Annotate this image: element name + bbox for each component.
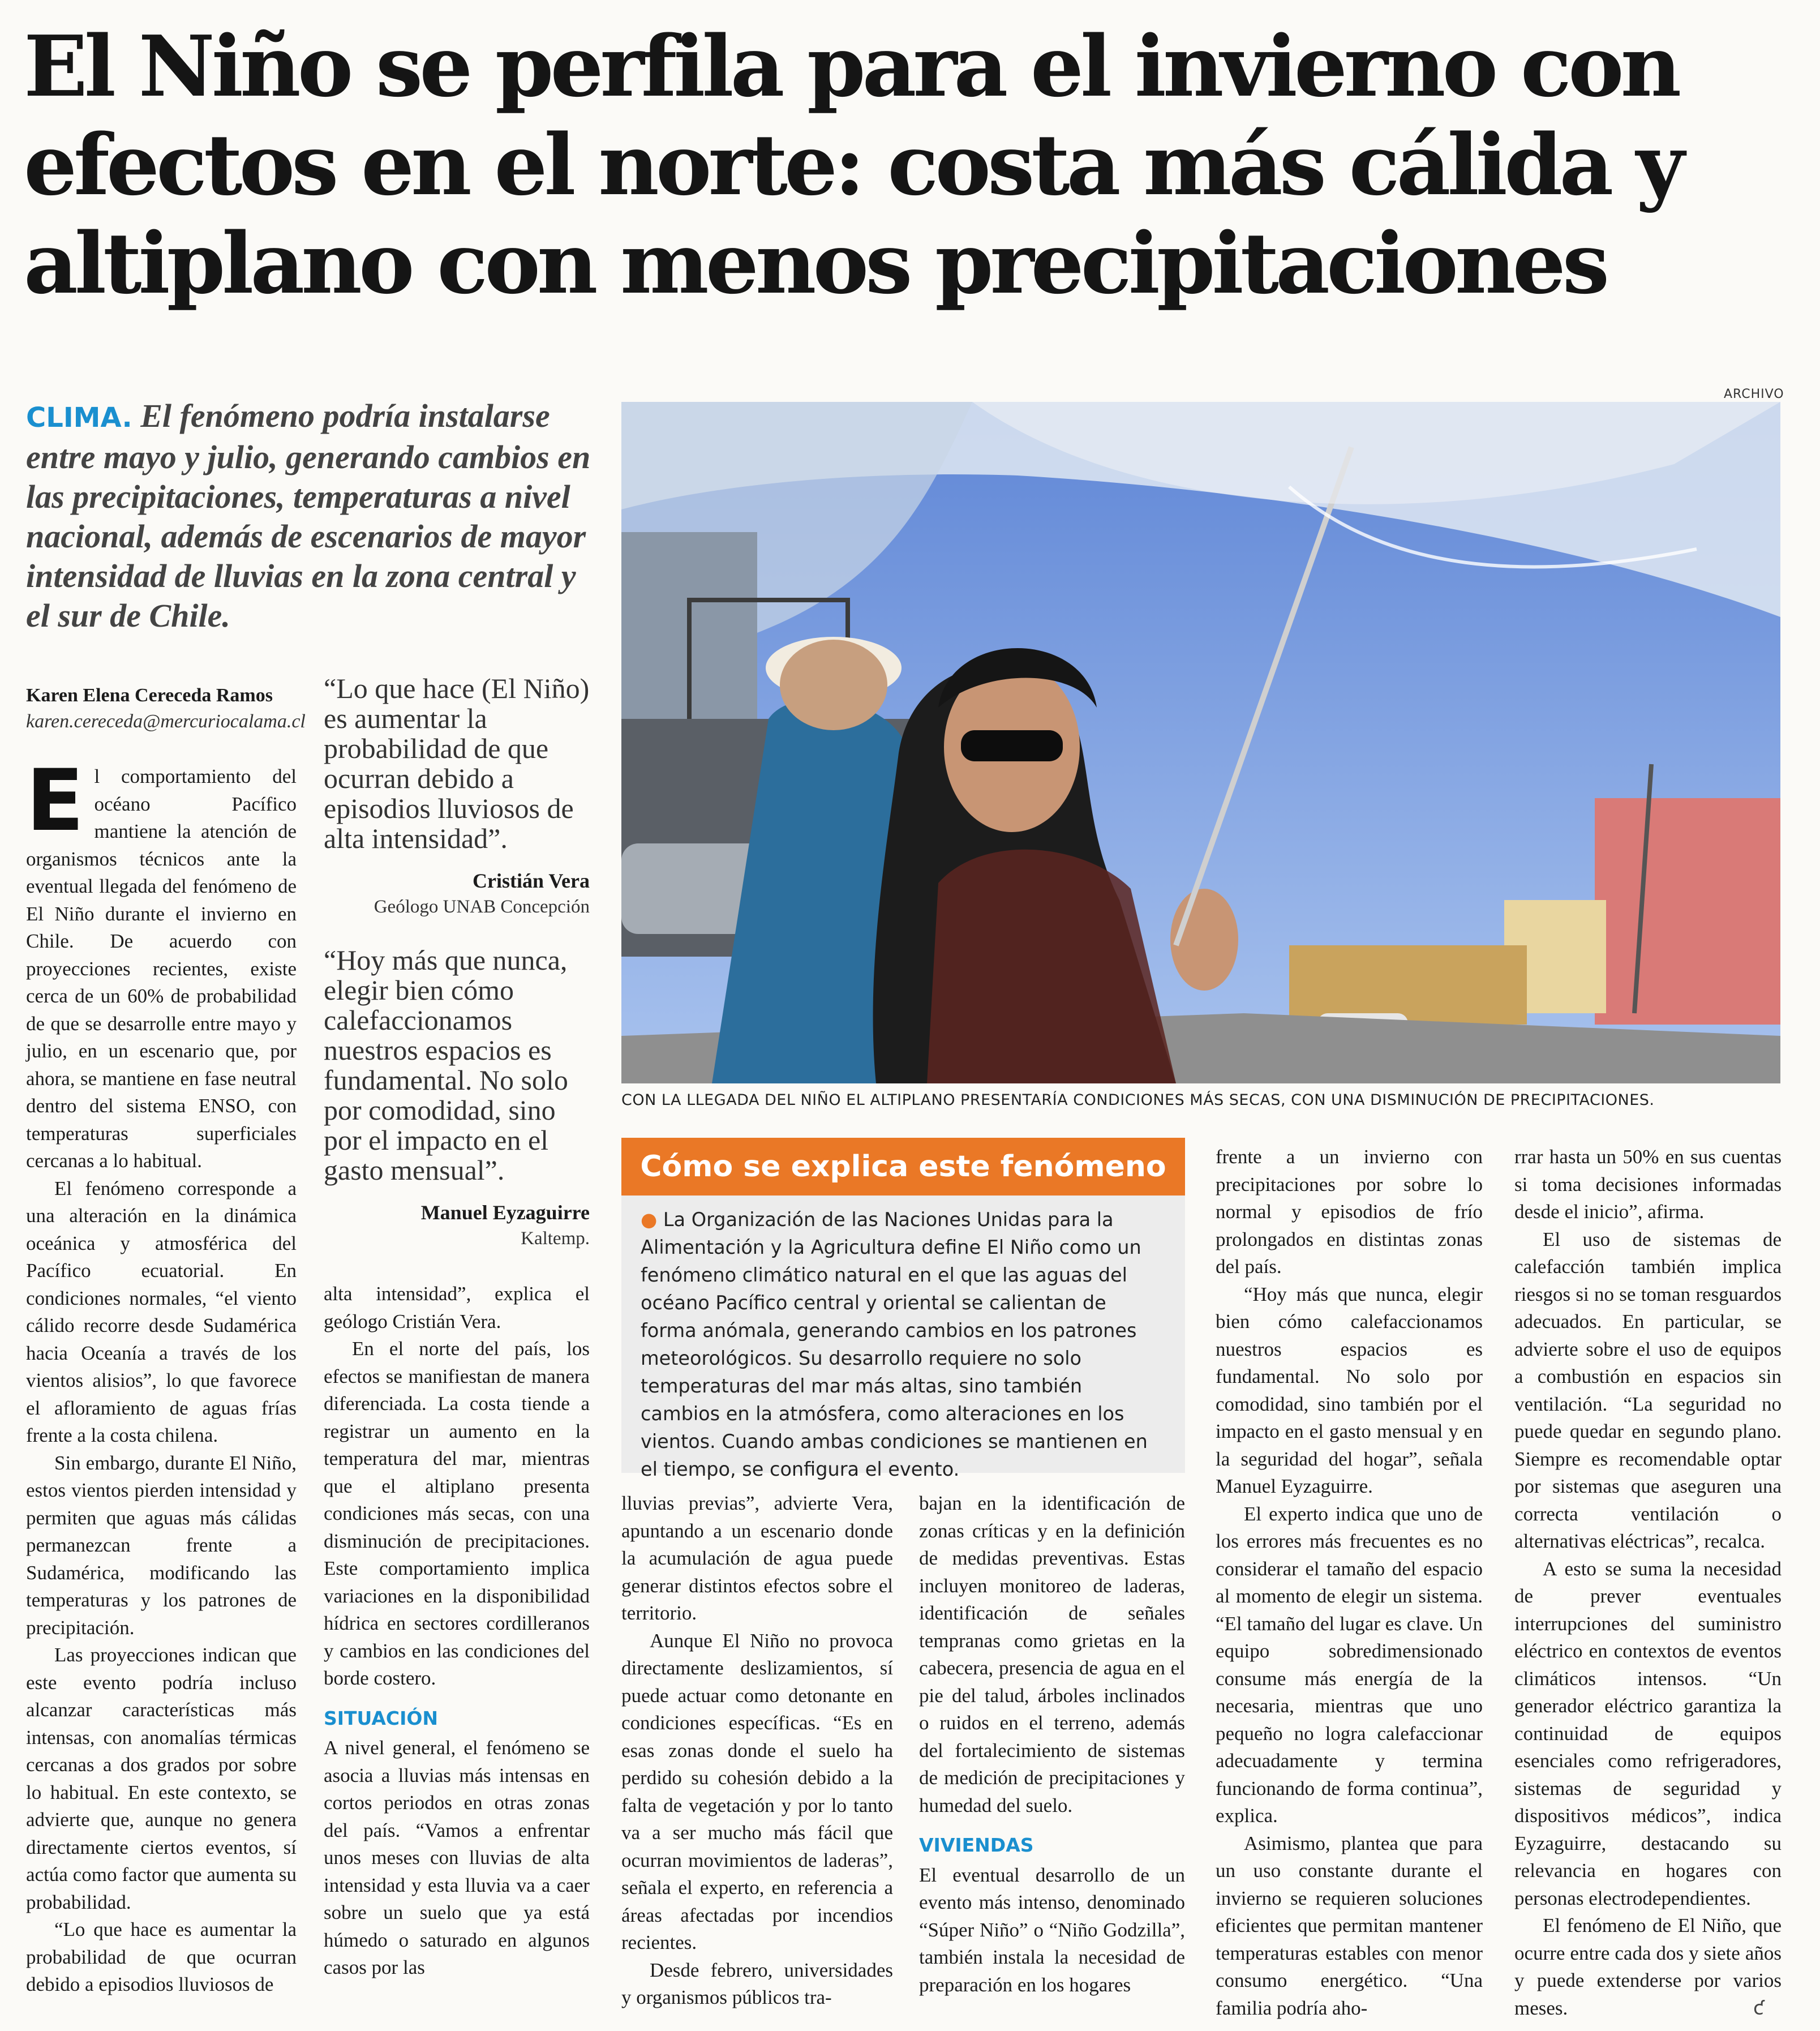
photo-caption: CON LA LLEGADA DEL NIÑO EL ALTIPLANO PRESENTARÍA CONDICIONES MÁS SECAS, CON UNA DISMINUCIÓN DE PRECIPITACIONES. [621, 1091, 1655, 1109]
paragraph: Desde febrero, universidades y organismos públicos tra- [621, 1959, 893, 2008]
paragraph: “Hoy más que nunca, elegir bien cómo calefaccionamos nuestros espacios es fundamental. No solo por comodidad, sino también por el impacto en el gasto mensual y en la seguridad del hogar”, señala Manuel Eyzaguirre. [1216, 1283, 1483, 1497]
paragraph: El comportamiento del océano Pacífico mantiene la atención de organismos técnicos ante la eventual llegada del fenómeno de El Niño durante el invierno en Chile. De acuerdo con proyecciones recientes, existe cerca de un 60% de probabilidad de que se desarrolle entre mayo y julio, en un escenario que, por ahora, se mantiene en fase neutral dentro del sistema ENSO, con temperaturas superficiales cercanas a lo habitual. [26, 752, 297, 1172]
quote-author: Cristián Vera [473, 869, 590, 892]
paragraph: El uso de sistemas de calefacción también implica riesgos si no se toman resguardos adecuados. En particular, se advierte sobre el uso de equipos a combustión en espacios sin ventilación. “La seguridad no puede quedar en segundo plano. Siempre es recomendable optar por sistemas que aseguren una correcta ventilación o alternativas eléctricas”, recalca. [1514, 1228, 1782, 1552]
author-email: karen.cereceda@mercuriocalama.cl [26, 711, 306, 732]
paragraph: lluvias previas”, advierte Vera, apuntando a un escenario donde la acumulación de agua puede generar distintos efectos sobre el territorio. [621, 1492, 893, 1624]
explainer-body [621, 1196, 1185, 1483]
paragraph: Las proyecciones indican que este evento podría incluso alcanzar características más intensas, con anomalías térmicas cercanas a dos grados por sobre lo habitual. En este contexto, se advierte que, aunque no genera directamente ciertos eventos, sí actúa como factor que aumenta su probabilidad. [26, 1644, 297, 1913]
paragraph: El fenómeno de El Niño, que ocurre entre cada dos y siete años y puede extenderse por varios meses. [1514, 1914, 1782, 2019]
column-3 [621, 1490, 893, 2012]
subheading-situacion: SITUACIÓN [324, 1707, 439, 1729]
paragraph: A esto se suma la necesidad de prever eventuales interrupciones del suministro eléctrico en contextos de eventos climáticos intensos. “Un generador eléctrico garantiza la continuidad de equipos esenciales como refrigeradores, sistemas de seguridad y dispositivos médicos”, indica Eyzaguirre, destacando su relevancia en hogares con personas electrodependientes. [1514, 1557, 1782, 1909]
quote-role: Kaltemp. [521, 1228, 590, 1249]
quote-author: Manuel Eyzaguirre [420, 1201, 590, 1224]
pull-quote-1 [324, 674, 590, 919]
paragraph: El eventual desarrollo de un evento más intenso, denominado “Súper Niño” o “Niño Godzilla”, también instala la necesidad de preparación en los hogares [919, 1863, 1185, 1996]
explainer-title: Cómo se explica este fenómeno [621, 1138, 1185, 1196]
quote-role: Geólogo UNAB Concepción [374, 897, 590, 917]
column-1 [26, 752, 297, 1999]
paragraph: En el norte del país, los efectos se manifiestan de manera diferenciada. La costa tiende a registrar un aumento en la temperatura del mar, mientras que el altiplano presenta condiciones más secas, con una disminución de precipitaciones. Este comportamiento implica variaciones en la disponibilidad hídrica en sectores cordilleranos y cambios en las condiciones del borde costero. [324, 1338, 590, 1689]
end-mark-icon: ƈ [1753, 1997, 1764, 2020]
paragraph: frente a un invierno con precipitaciones por sobre lo normal y episodios de frío prolongados en distintas zonas del país. [1216, 1146, 1483, 1278]
paragraph: Sin embargo, durante El Niño, estos vientos pierden intensidad y permiten que aguas más cálidas permanezcan frente a Sudamérica, modificando las temperaturas y los patrones de precipitación. [26, 1451, 297, 1639]
headline: El Niño se perfila para el invierno con efectos en el norte: costa más cálida y altiplano con menos precipitaciones [24, 17, 1681, 312]
paragraph: bajan en la identificación de zonas críticas y en la definición de medidas preventivas. Estas incluyen monitoreo de laderas, identificación de señales tempranas como grietas en la cabecera, presencia de agua en el pie del talud, árboles inclinados o ruidos en el terreno, además del fortalecimiento de sistemas de medición de precipitaciones y humedad del suelo. [919, 1492, 1185, 1816]
lede-text: El fenómeno podría instalarse entre mayo y julio, generando cambios en las precipitaciones, temperaturas a nivel nacional, además de escenarios de mayor intensidad de lluvias en la zona central y el sur de Chile. [26, 397, 591, 634]
bullet-icon: ● [641, 1209, 658, 1231]
article-photo [621, 402, 1780, 1083]
column-5 [1216, 1143, 1483, 2022]
paragraph: “Lo que hace es aumentar la probabilidad de que ocurran debido a episodios lluviosos de [26, 1918, 297, 1995]
paragraph: alta intensidad”, explica el geólogo Cristián Vera. [324, 1283, 590, 1332]
paragraph: A nivel general, el fenómeno se asocia a lluvias más intensas en cortos periodos en otras zonas del país. “Vamos a enfrentar unos meses con lluvias de alta intensidad y esta lluvia va a caer sobre un suelo que ya está húmedo o saturado en algunos casos por las [324, 1737, 590, 1978]
paragraph: El experto indica que uno de los errores más frecuentes es no considerar el tamaño del espacio al momento de elegir un sistema. “El tamaño del lugar es clave. Un equipo sobredimensionado consume más energía de la necesaria, mientras que uno pequeño no logra calefaccionar adecuadamente y termina funcionando de forma continua”, explica. [1216, 1502, 1483, 1827]
paragraph: El fenómeno corresponde a una alteración en la dinámica oceánica y atmosférica del Pacífico ecuatorial. En condiciones normales, “el viento cálido recorre desde Sudamérica hacia Oceanía a través de los vientos alisios”, lo que favorece el afloramiento de aguas frías frente a la costa chilena. [26, 1177, 297, 1446]
column-2 [324, 1280, 590, 1982]
paragraph: Asimismo, plantea que para un uso constante durante el invierno se requieren soluciones eficientes que permitan mantener temperaturas estables con menor consumo energético. “Una familia podría aho- [1216, 1832, 1483, 2019]
photo-credit: ARCHIVO [1724, 387, 1784, 401]
column-6 [1514, 1143, 1782, 2022]
lede [26, 396, 592, 636]
explainer-box [621, 1138, 1185, 1480]
subheading-viviendas: VIVIENDAS [919, 1834, 1034, 1856]
quote-text: “Lo que hace (El Niño) es aumentar la probabilidad de que ocurran debido a episodios lluviosos de alta intensidad”. [324, 672, 590, 854]
pull-quote-2 [324, 945, 590, 1251]
section-tag: CLIMA. [26, 402, 132, 434]
paragraph: rrar hasta un 50% en sus cuentas si toma decisiones informadas desde el inicio”, afirma. [1514, 1146, 1782, 1223]
byline [26, 683, 320, 735]
quote-text: “Hoy más que nunca, elegir bien cómo calefaccionamos nuestros espacios es fundamental. No solo por comodidad, sino por el impacto en el gasto mensual”. [324, 944, 568, 1186]
explainer-text: La Organización de las Naciones Unidas para la Alimentación y la Agricultura define El Niño como un fenómeno climático natural en el que las aguas del océano Pacífico central y oriental se calientan de forma anómala, generando cambios en los patrones meteorológicos. Su desarrollo requiere no solo temperaturas del mar más altas, sino también cambios en la atmósfera, como alteraciones en los vientos. Cuando ambas condiciones se mantienen en el tiempo, se configura el evento. [641, 1209, 1148, 1480]
column-4 [919, 1490, 1185, 1999]
author-name: Karen Elena Cereceda Ramos [26, 685, 273, 706]
drop-cap: E [26, 752, 84, 850]
paragraph: Aunque El Niño no provoca directamente deslizamientos, sí puede actuar como detonante en condiciones específicas. “Es en esas zonas donde el suelo ha perdido su cohesión debido a la falta de vegetación y por lo tanto va a ser mucho más fácil que ocurran movimientos de laderas”, señala el experto, en referencia a áreas afectadas por incendios recientes. [621, 1629, 893, 1953]
